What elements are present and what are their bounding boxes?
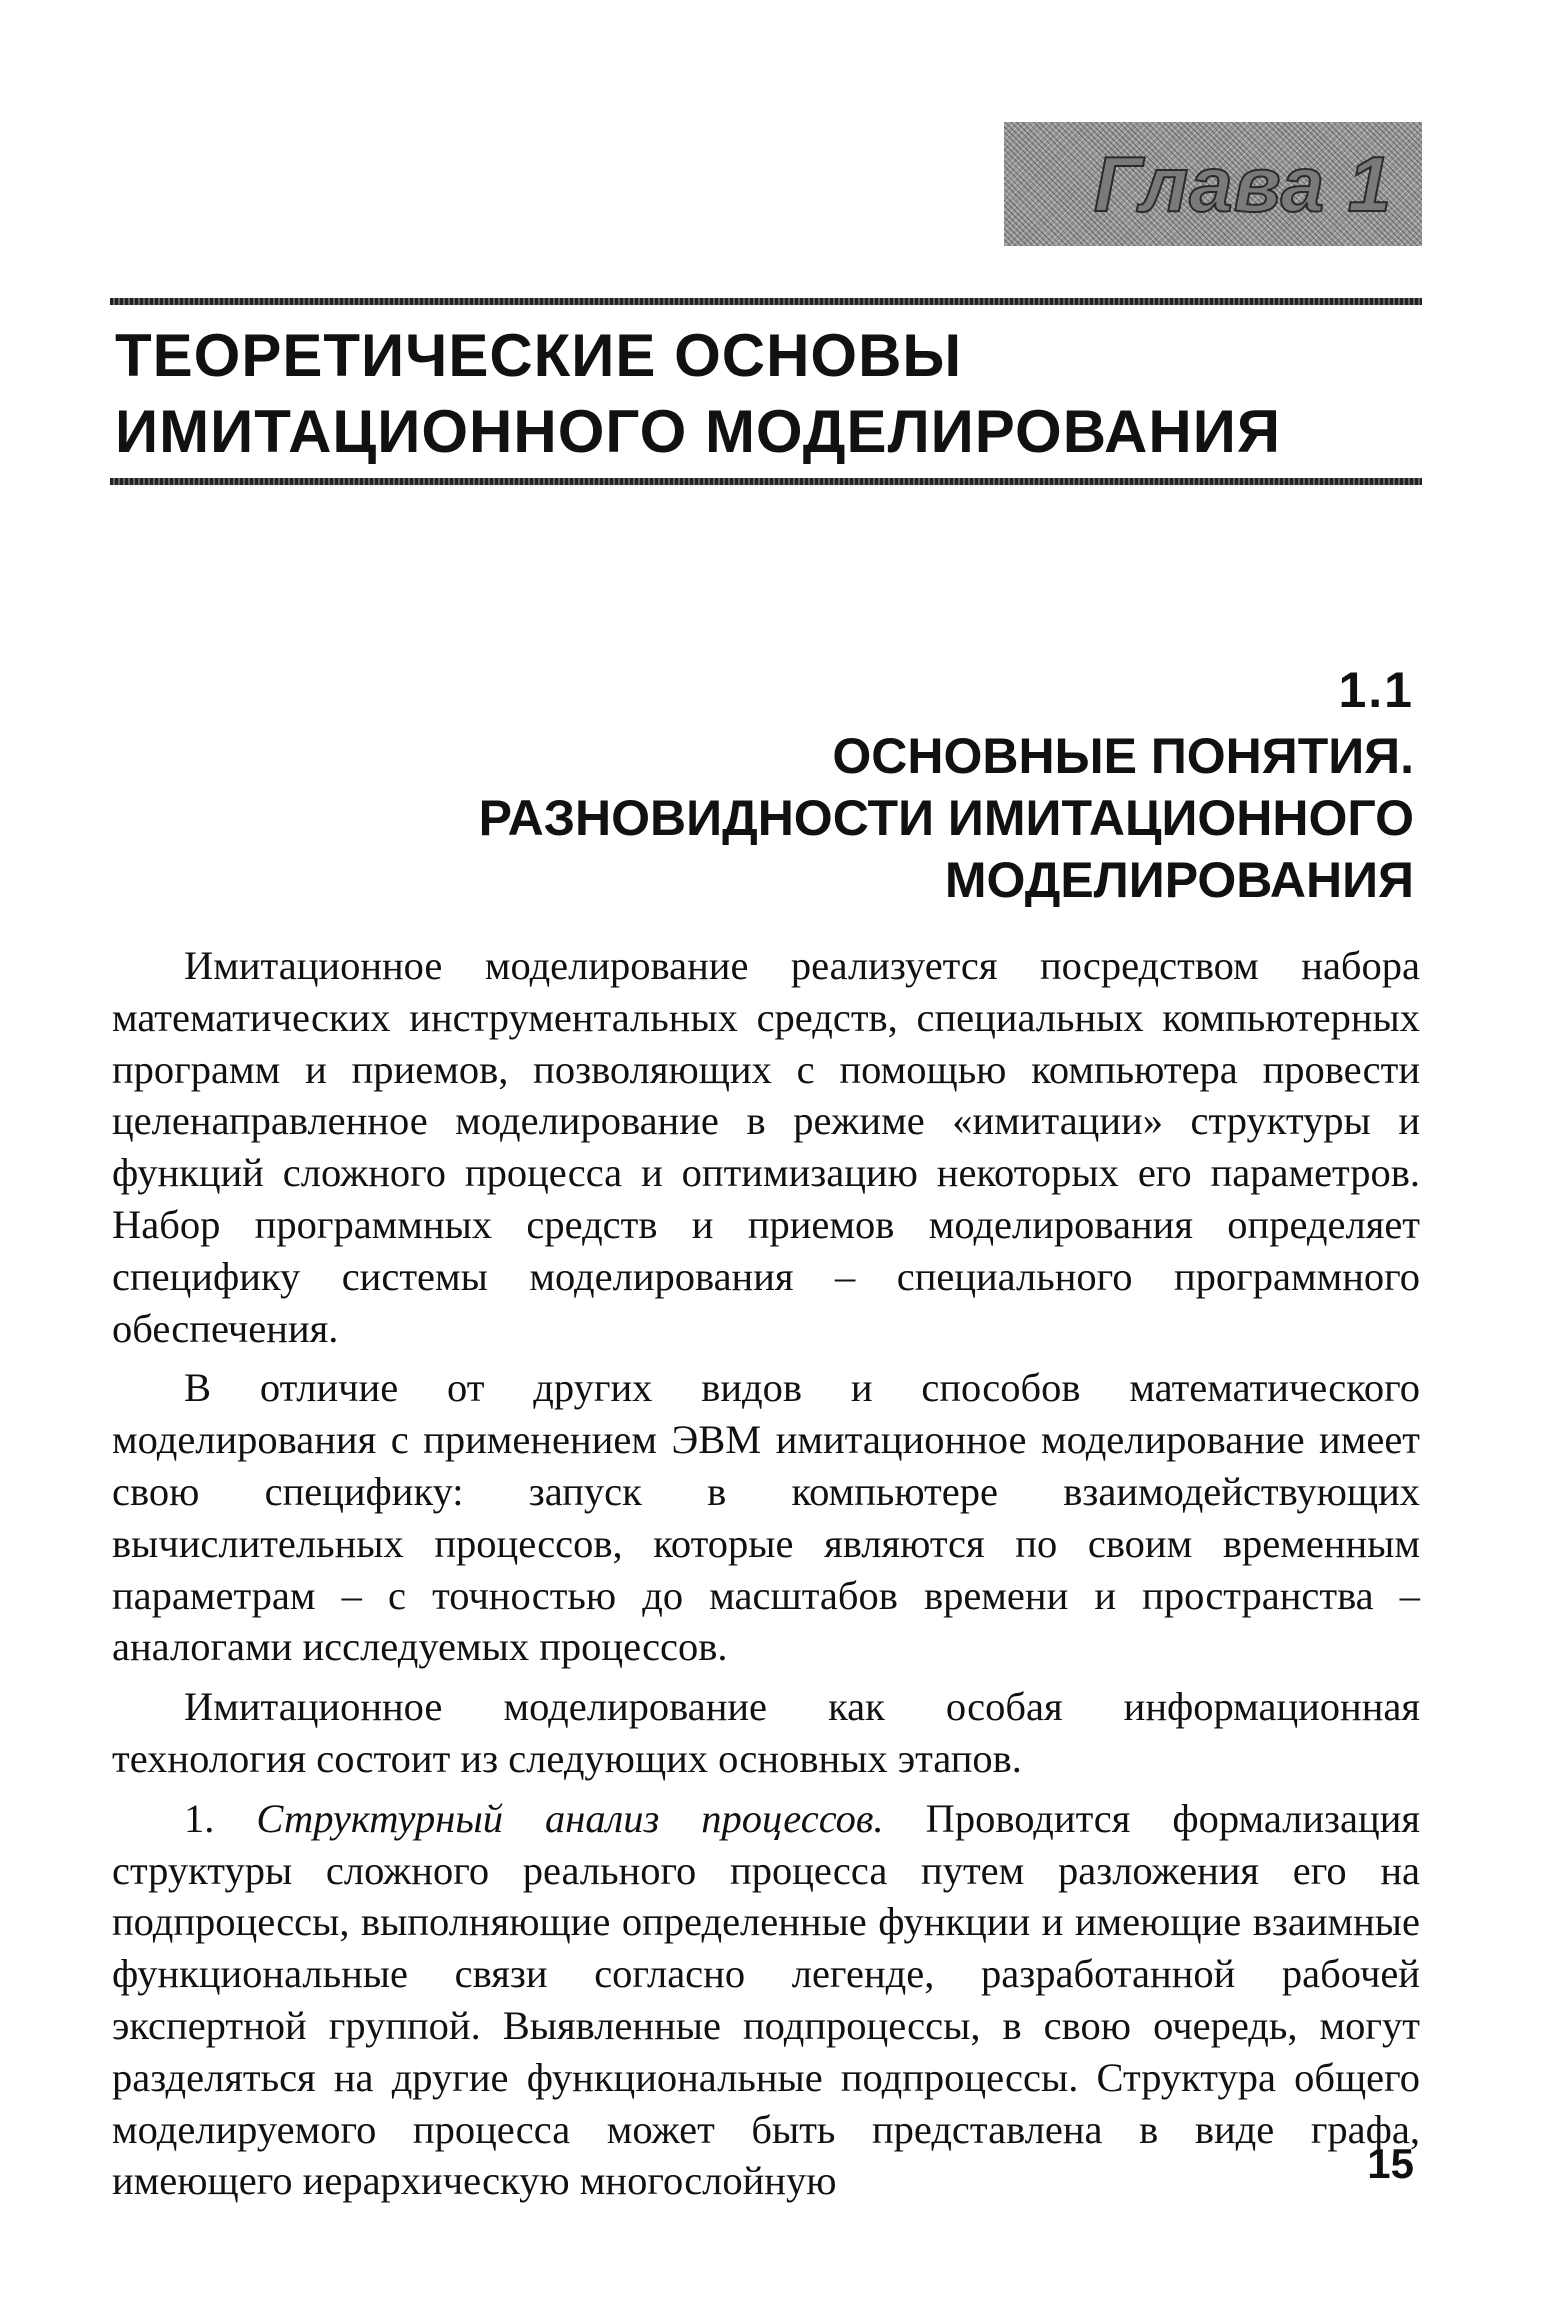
bottom-rule <box>110 478 1422 485</box>
top-rule <box>110 298 1422 305</box>
paragraph: В отличие от других видов и способов математического моделирования с применением ЭВМ имитационное моделирование имеет свою специфику: запуск в компьютере взаимодействующих вычислительных процессов, которые являются по своим временным параметрам – с точностью до масштабов времени и пространства – аналогами исследуемых процессов. <box>112 1365 1420 1670</box>
section-title <box>479 725 1414 911</box>
section-number: 1.1 <box>1338 662 1414 718</box>
chapter-title-line-1: ТЕОРЕТИЧЕСКИЕ ОСНОВЫ <box>115 322 963 389</box>
section-title-line-2: РАЗНОВИДНОСТИ ИМИТАЦИОННОГО <box>478 790 1414 846</box>
chapter-label: Глава 1 <box>1093 139 1393 228</box>
chapter-badge <box>1004 122 1422 246</box>
stage-text: Проводится формализация структуры сложного реального процесса путем разложения его на подпроцессы, выполняющие определенные функции и имеющие взаимные функциональные связи согласно легенде, разработанной рабочей экспертной группой. Выявленные подпроцессы, в свою очередь, могут разделяться на другие функциональные подпроцессы. Структура общего моделируемого процесса может быть представлена в виде графа, имеющего иерархическую многослойную <box>112 1795 1420 2204</box>
page-number: 15 <box>1367 2140 1414 2187</box>
stage-number: 1. <box>184 1795 215 1841</box>
stage-title: Структурный анализ процессов. <box>256 1795 884 1841</box>
paragraph-stage-1 <box>112 1793 1420 2207</box>
section-heading <box>479 655 1414 911</box>
section-title-line-3: МОДЕЛИРОВАНИЯ <box>944 852 1414 908</box>
chapter-title-line-2: ИМИТАЦИОННОГО МОДЕЛИРОВАНИЯ <box>115 398 1281 465</box>
chapter-title <box>115 318 1281 470</box>
paragraph: Имитационное моделирование реализуется посредством набора математических инструментальных средств, специальных компьютерных программ и приемов, позволяющих с помощью компьютера провести целенаправленное моделирование в режиме «имитации» структуры и функций сложного процесса и оптимизацию некоторых его параметров. Набор программных средств и приемов моделирования определяет специфику системы моделирования – специального программного обеспечения. <box>112 943 1420 1351</box>
paragraph: Имитационное моделирование как особая информационная технология состоит из следующих основных этапов. <box>112 1684 1420 1781</box>
body-text <box>112 940 1420 2215</box>
section-title-line-1: ОСНОВНЫЕ ПОНЯТИЯ. <box>832 728 1414 784</box>
